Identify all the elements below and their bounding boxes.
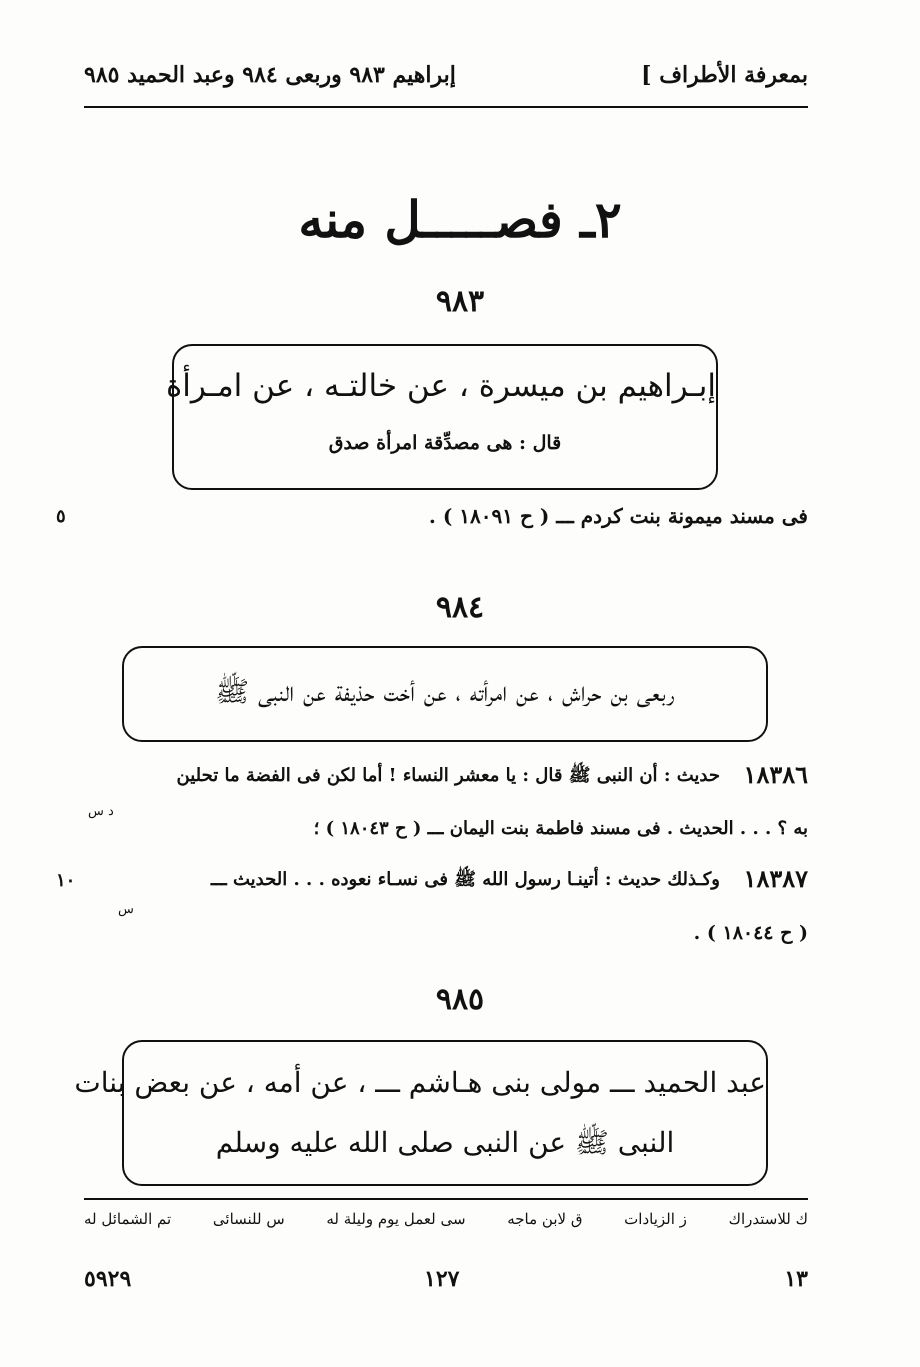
page-number-center: ١٢٧ [424,1266,460,1292]
box-line: إبـراهيم بن ميسرة ، عن خالتـه ، عن امـرأة [166,368,716,404]
entry-number-983: ٩٨٣ [435,284,485,319]
margin-line-number: ٥ [56,506,66,527]
running-header-left: إبراهيم ٩٨٣ وربعى ٩٨٤ وعبد الحميد ٩٨٥ [84,62,456,88]
page-number-right: ١٣ [784,1266,808,1292]
entry-box-983 [166,344,718,490]
abbreviation: ق لابن ماجه [507,1210,583,1228]
entry-number-985: ٩٨٥ [435,982,485,1017]
citation-line: فى مسند ميمونة بنت كردم ـــ ( ح ١٨٠٩١ ) . [428,504,808,528]
abbreviation: س للنسائى [212,1210,285,1228]
abbreviation: تم الشمائل له [84,1210,172,1228]
box-line: عبد الحميد ـــ مولى بنى هـاشم ـــ ، عن أمه ، عن بعض بنات [74,1066,766,1099]
box-line: قال : هى مصدِّقة امرأة صدق [328,432,562,454]
box-line: النبى ﷺ عن النبى صلى الله عليه وسلم [215,1126,675,1159]
entry-box-984 [122,646,768,742]
hadith-number: ١٨٣٨٧ [743,864,808,893]
hadith-text: حديث : أن النبى ﷺ قال : يا معشر النساء ! أما لكن فى الفضة ما تحلين [176,765,720,786]
hadith-text: وكـذلك حديث : أتينـا رسول الله ﷺ فى نسـاء نعوده . . . الحديث ـــ [210,869,720,890]
abbreviation: سى لعمل يوم وليلة له [326,1210,466,1228]
hadith-sigla: س [118,902,134,917]
abbreviation: ز الزيادات [624,1210,687,1228]
box-line: ربعى بن حراش ، عن امرأته ، عن أخت حذيفة عن النبى ﷺ [215,675,675,708]
hadith-text: به ؟ . . . الحديث . فى مسند فاطمة بنت اليمان ـــ ( ح ١٨٠٤٣ ) ؛ [313,818,808,839]
page-number-left: ٥٩٢٩ [84,1266,132,1292]
running-header-right: بمعرفة الأطراف ] [641,62,808,88]
hadith-text: ( ح ١٨٠٤٤ ) . [693,922,808,944]
margin-line-number: ١٠ [56,870,76,891]
hadith-number: ١٨٣٨٦ [743,760,808,789]
abbreviation: ك للاستدراك [728,1210,808,1228]
hadith-sigla: د س [88,804,114,819]
abbreviations-key [84,1210,808,1228]
section-title: ٢ـ فصـــــل منه [298,190,622,249]
entry-box-985 [74,1040,768,1186]
entry-number-984: ٩٨٤ [435,590,485,625]
footer-rule [84,1198,808,1200]
header-rule [84,106,808,108]
